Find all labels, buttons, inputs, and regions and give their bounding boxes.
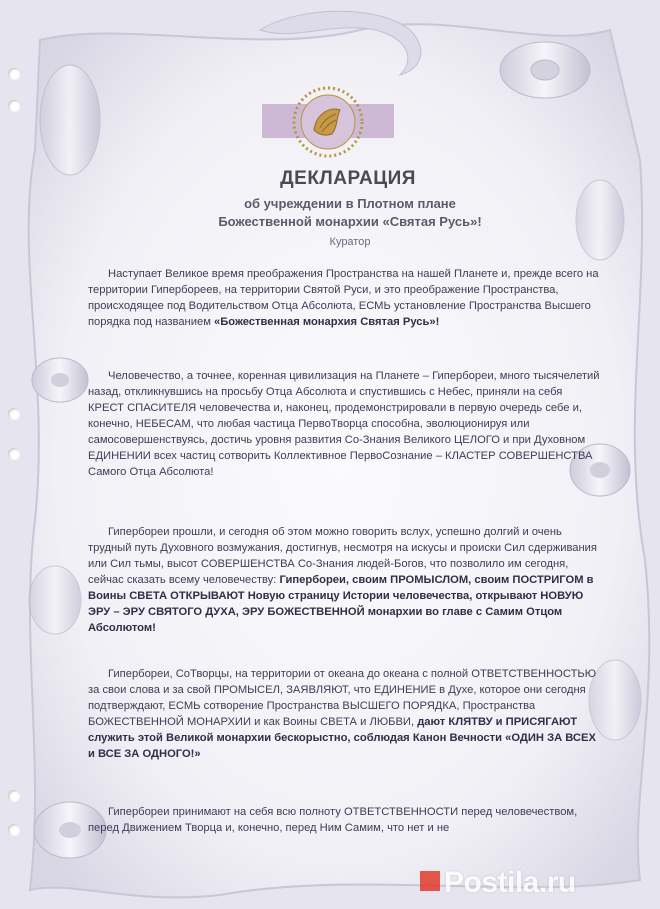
document-title: ДЕКЛАРАЦИЯ	[280, 168, 416, 189]
paragraph	[88, 368, 600, 480]
curator-label: Куратор	[329, 236, 371, 248]
paragraph-bold: «Божественная монархия Святая Русь»!	[214, 316, 440, 328]
paragraph-text: Наступает Великое время преображения Пространства на нашей Планете и, прежде всего на территории Гипербореев, на территории Святой Руси, и это преображение Пространства, происходящее под Водительством Отца Абсолюта, ЕСМЬ установление Пространства Высшего порядка под названием	[88, 268, 599, 328]
emblem-logo	[290, 84, 366, 160]
paragraph	[88, 804, 600, 836]
punch-hole	[8, 68, 20, 80]
paragraph	[88, 666, 600, 762]
paragraph	[88, 266, 600, 330]
paragraph-text: Человечество, а точнее, коренная цивилизация на Планете – Гипербореи, много тысячелетий назад, откликнувшись на просьбу Отца Абсолюта и спустившись с Небес, приняли на себя КРЕСТ СПАСИТЕЛЯ человечества и, наконец, продемонстрировали в первую очередь себе и, конечно, НЕБЕСАМ, что любая частица ПервоТворца способна, эволюционируя или самосовершенствуясь, достичь уровня развития Со-Знания Великого ЦЕЛОГО и при Духовном ЕДИНЕНИИ всех частиц сотворить Коллективное ПервоСознание – КЛАСТЕР СОВЕРШЕНСТВА Самого Отца Абсолюта!	[88, 370, 600, 478]
paragraph-bold: Гипербореи, своим ПРОМЫСЛОМ, своим ПОСТРИГОМ в Воины СВЕТА ОТКРЫВАЮТ Новую страницу Истории человечества, открывают НОВУЮ ЭРУ – ЭРУ СВЯТОГО ДУХА, ЭРУ БОЖЕСТВЕННОЙ монархии во главе с Самим Отцом Абсолютом!	[88, 574, 594, 634]
paragraph	[88, 524, 600, 636]
punch-hole	[8, 408, 20, 420]
watermark-logo-icon	[420, 871, 440, 891]
paragraph-text: Гипербореи прошли, и сегодня об этом можно говорить вслух, успешно долгий и очень трудный путь Духовного возмужания, достигнув, несмотря на искусы и происки Сил сдерживания или Сил тьмы, высот СОВЕРШЕНСТВА Со-Знания людей-Богов, что позволило им сегодня, сейчас сказать всему человечеству:	[88, 526, 597, 586]
punch-hole	[8, 824, 20, 836]
punch-hole	[8, 448, 20, 460]
paragraph-bold: дают КЛЯТВУ и ПРИСЯГАЮТ служить этой Великой монархии бескорыстно, соблюдая Канон Вечности «ОДИН ЗА ВСЕХ и ВСЕ ЗА ОДНОГО!»	[88, 716, 596, 760]
paragraph-text: Гипербореи принимают на себя всю полноту ОТВЕТСТВЕННОСТИ перед человечеством, перед Движением Творца и, конечно, перед Ним Самим, что нет и не	[88, 806, 578, 834]
watermark	[420, 866, 576, 900]
watermark-text: Postila.ru	[444, 866, 576, 899]
paragraph-text: Гипербореи, СоТворцы, на территории от океана до океана с полной ОТВЕТСТВЕННОСТЬЮ за свои слова и за свой ПРОМЫСЕЛ, ЗАЯВЛЯЮТ, что ЕДИНЕНИЕ в Духе, которое они сегодня подтверждают, ЕСМЬ сотворение Пространства ВЫСШЕГО ПОРЯДКА, Пространства БОЖЕСТВЕННОЙ МОНАРХИИ и как Воины СВЕТА и ЛЮБВИ,	[88, 668, 597, 728]
subtitle-line-1: об учреждении в Плотном плане	[244, 196, 456, 211]
punch-hole	[8, 790, 20, 802]
punch-hole	[8, 100, 20, 112]
subtitle-line-2: Божественной монархии «Святая Русь»!	[218, 214, 482, 229]
